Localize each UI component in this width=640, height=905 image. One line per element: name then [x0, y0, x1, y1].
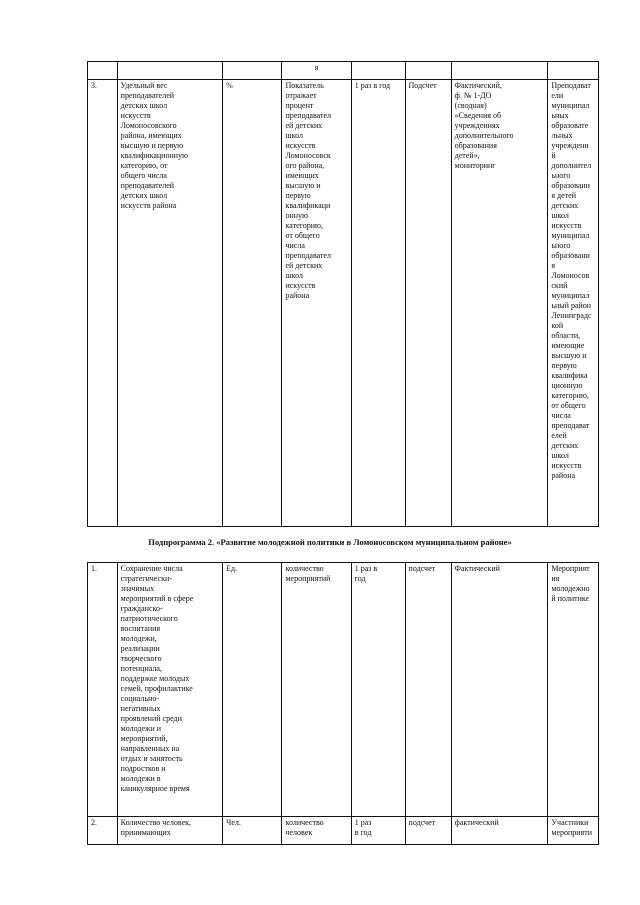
- calculation-method: Подсчет: [405, 80, 451, 527]
- unit: Ед.: [223, 563, 282, 817]
- periodicity: 1 раз в год: [351, 563, 405, 817]
- indicators-table-2: [87, 562, 599, 845]
- observation-object: Преподават ели муниципал ьных образовате льных учреждени й дополнител ьного образовани я детей детских школ искусств муниципал ьного образовани я Ломоносов ский муниципал ьный район Ленинградс кой области, имеющие высшую и первую квалифика ционную категорию, от общего числа преподават елей детских школ искусств района: [548, 80, 599, 527]
- indicator-description: количество мероприятий: [282, 563, 351, 817]
- row-number: 2.: [88, 817, 118, 845]
- indicator-name: Сохранение числа стратегически- значимых мероприятий в сфере гражданско- патриотического воспитания молодежи, реализации творческого потенциала, поддержке молодых семей, профилактике социально- негативных проявлений среди молодежи и мероприятий, направленных на отдых и занятость подростков и молодежи в каникулярное время: [117, 563, 222, 817]
- calculation-method: подсчет: [405, 817, 451, 845]
- table-row: [88, 563, 599, 817]
- table-cell: [351, 62, 405, 80]
- subprogram-heading: Подпрограмма 2. «Развитие молодежной политики в Ломоносовском муниципальном районе»: [148, 537, 512, 547]
- data-source: Фактический: [451, 563, 548, 817]
- table-cell: я: [282, 62, 351, 80]
- periodicity: 1 раз в год: [351, 817, 405, 845]
- indicators-table-1: [87, 61, 599, 527]
- table-cell: [451, 62, 548, 80]
- indicator-name: Удельный вес преподавателей детских школ искусств Ломоносовского района, имеющих высшую и первую квалификационную категорию, от общего числа преподавателей детских школ искусств района: [117, 80, 222, 527]
- table-cell: [548, 62, 599, 80]
- indicator-name: Количество человек, принимающих: [117, 817, 222, 845]
- row-number: 3.: [88, 80, 118, 527]
- table-cell: [405, 62, 451, 80]
- row-number: 1.: [88, 563, 118, 817]
- unit: %: [223, 80, 282, 527]
- table-row: [88, 817, 599, 845]
- data-source: Фактический, ф. № 1-ДО (сводная) «Сведения об учреждениях дополнительного образования детей», мониторинг: [451, 80, 548, 527]
- calculation-method: подсчет: [405, 563, 451, 817]
- observation-object: Мероприят ия молодежно й политике: [548, 563, 599, 817]
- indicator-description: количество человек: [282, 817, 351, 845]
- unit: Чел.: [223, 817, 282, 845]
- indicator-description: Показатель отражает процент преподавател ей детских школ искусств Ломоносовск ого района, имеющих высшую и первую квалификаци онную категорию, от общего числа преподавател ей детских школ искусств района: [282, 80, 351, 527]
- table-row: [88, 62, 599, 80]
- table-cell: [117, 62, 222, 80]
- observation-object: Участники мероприяти: [548, 817, 599, 845]
- data-source: фактический: [451, 817, 548, 845]
- table-cell: [223, 62, 282, 80]
- table-cell: [88, 62, 118, 80]
- periodicity: 1 раз в год: [351, 80, 405, 527]
- table-row: [88, 80, 599, 527]
